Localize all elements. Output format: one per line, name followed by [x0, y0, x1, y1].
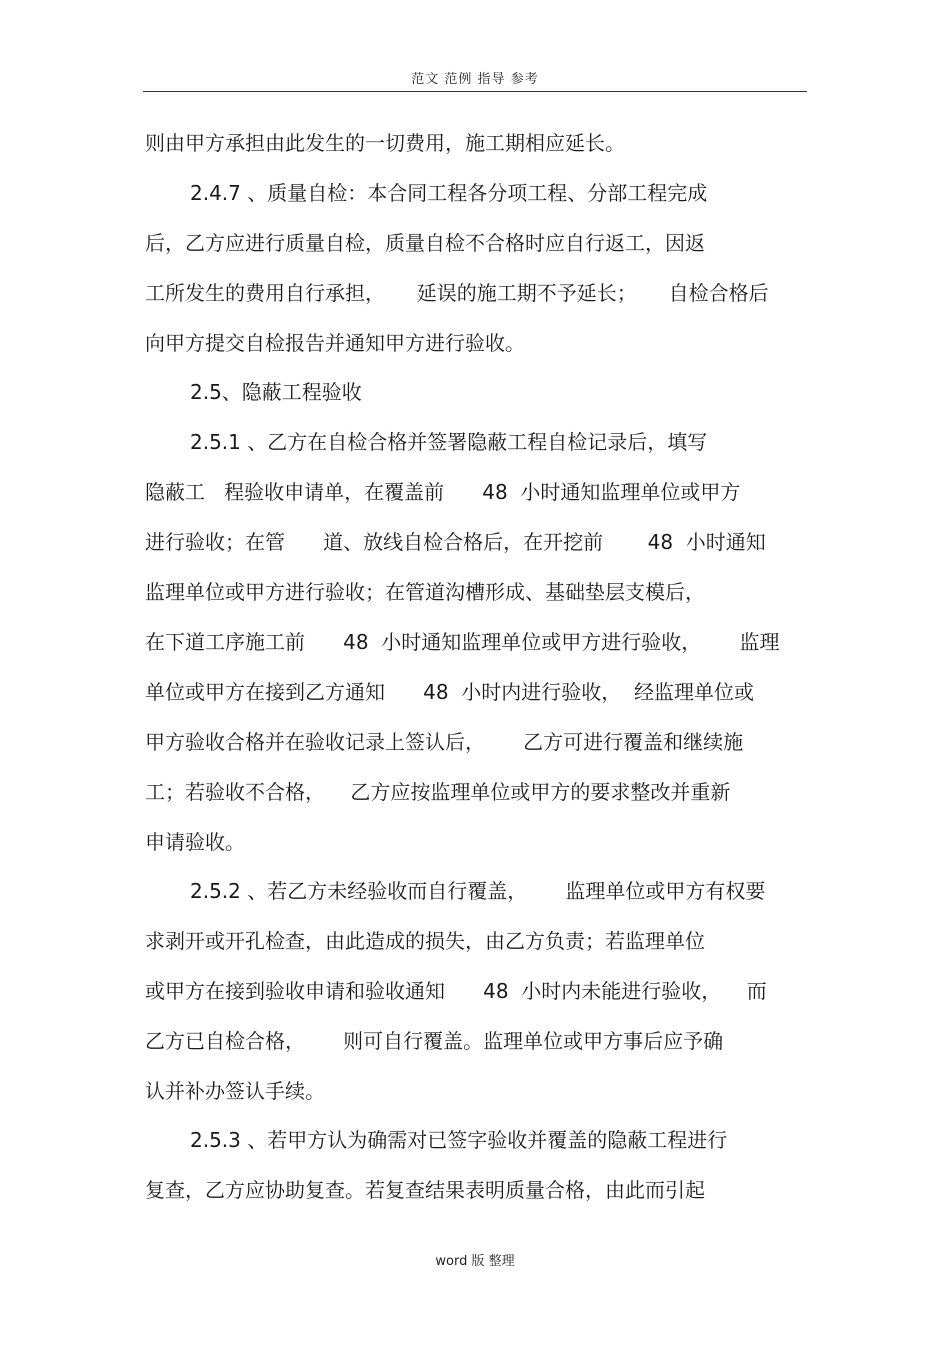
page-footer: word 版 整理	[435, 1254, 515, 1269]
text-line: 隐蔽工 程验收申请单，在覆盖前 48 小时通知监理单位或甲方	[145, 480, 741, 504]
text-line: 2.5.3 、若甲方认为确需对已签字验收并覆盖的隐蔽工程进行	[190, 1128, 728, 1152]
text-line: 复查，乙方应协助复查。若复查结果表明质量合格，由此而引起	[145, 1178, 705, 1202]
text-line: 乙方已自检合格， 则可自行覆盖。监理单位或甲方事后应予确	[145, 1029, 724, 1053]
text-line: 工；若验收不合格， 乙方应按监理单位或甲方的要求整改并重新	[145, 780, 731, 804]
text-line: 在下道工序施工前 48 小时通知监理单位或甲方进行验收， 监理	[145, 630, 780, 654]
text-line: 进行验收；在管 道、放线自检合格后，在开挖前 48 小时通知	[145, 530, 766, 554]
text-line: 申请验收。	[145, 830, 245, 854]
text-line: 监理单位或甲方进行验收；在管道沟槽形成、基础垫层支模后，	[145, 580, 705, 604]
text-line: 2.5.2 、若乙方未经验收而自行覆盖， 监理单位或甲方有权要	[190, 879, 766, 903]
text-line: 向甲方提交自检报告并通知甲方进行验收。	[145, 331, 525, 355]
page-header: 范文 范例 指导 参考	[411, 72, 539, 87]
text-line: 工所发生的费用自行承担， 延误的施工期不予延长； 自检合格后	[145, 281, 769, 305]
text-line: 则由甲方承担由此发生的一切费用，施工期相应延长。	[145, 131, 625, 155]
text-line: 2.5.1 、乙方在自检合格并签署隐蔽工程自检记录后，填写	[190, 430, 708, 454]
text-line: 2.4.7 、质量自检：本合同工程各分项工程、分部工程完成	[190, 181, 708, 205]
text-line: 求剥开或开孔检查，由此造成的损失，由乙方负责；若监理单位	[145, 929, 705, 953]
text-line: 后，乙方应进行质量自检，质量自检不合格时应自行返工，因返	[145, 231, 705, 255]
text-line: 甲方验收合格并在验收记录上签认后， 乙方可进行覆盖和继续施	[145, 730, 744, 754]
text-line: 单位或甲方在接到乙方通知 48 小时内进行验收， 经监理单位或	[145, 680, 755, 704]
header-divider	[143, 91, 807, 92]
text-line: 或甲方在接到验收申请和验收通知 48 小时内未能进行验收， 而	[145, 979, 767, 1003]
section-heading: 2.5、隐蔽工程验收	[190, 380, 362, 404]
text-line: 认并补办签认手续。	[145, 1079, 325, 1103]
